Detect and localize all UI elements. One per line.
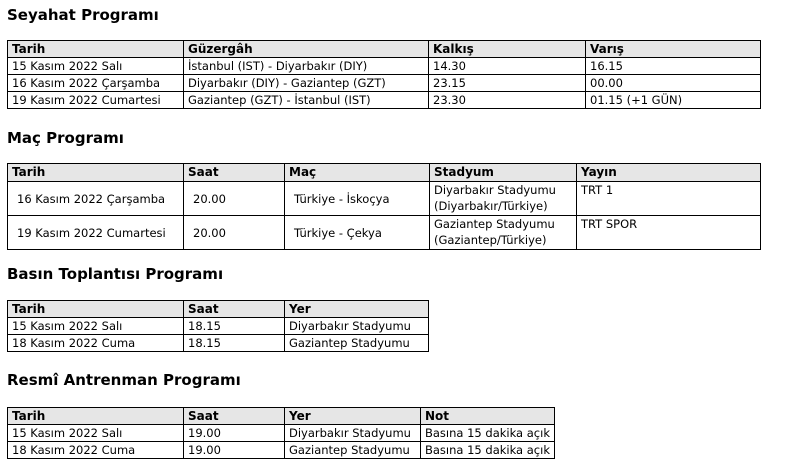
cell-match: Türkiye - Çekya (285, 216, 430, 250)
stadium-name: Diyarbakır Stadyumu (434, 183, 556, 197)
header-time: Saat (184, 301, 285, 318)
table-row (8, 182, 761, 216)
header-broadcast: Yayın (577, 164, 761, 182)
cell-departure: 23.30 (429, 92, 586, 109)
cell-time: 19.00 (184, 425, 285, 442)
cell-note: Basına 15 dakika açık (421, 442, 555, 459)
cell-place: Diyarbakır Stadyumu (285, 318, 429, 335)
cell-match: Türkiye - İskoçya (285, 182, 430, 216)
cell-time: 18.15 (184, 335, 285, 352)
training-table (7, 407, 555, 459)
table-row (8, 335, 429, 352)
header-date: Tarih (8, 408, 184, 425)
header-stadium: Stadyum (430, 164, 577, 182)
cell-date: 19 Kasım 2022 Cumartesi (8, 216, 184, 250)
cell-broadcast: TRT 1 (577, 182, 761, 216)
cell-date: 15 Kasım 2022 Salı (8, 425, 184, 442)
cell-time: 20.00 (184, 216, 285, 250)
cell-date: 18 Kasım 2022 Cuma (8, 335, 184, 352)
cell-arrival: 01.15 (+1 GÜN) (586, 92, 761, 109)
cell-place: Diyarbakır Stadyumu (285, 425, 421, 442)
stadium-location: (Diyarbakır/Türkiye) (434, 199, 548, 213)
cell-time: 19.00 (184, 442, 285, 459)
cell-place: Gaziantep Stadyumu (285, 335, 429, 352)
cell-stadium (430, 216, 577, 250)
match-table (7, 163, 761, 250)
cell-route: Gaziantep (GZT) - İstanbul (IST) (184, 92, 429, 109)
cell-time: 18.15 (184, 318, 285, 335)
header-date: Tarih (8, 301, 184, 318)
table-row (8, 425, 555, 442)
travel-section-title: Seyahat Programı (7, 6, 159, 24)
cell-date: 16 Kasım 2022 Çarşamba (8, 182, 184, 216)
header-match: Maç (285, 164, 430, 182)
travel-table (7, 40, 761, 109)
cell-date: 16 Kasım 2022 Çarşamba (8, 75, 184, 92)
header-place: Yer (285, 301, 429, 318)
header-route: Güzergâh (184, 41, 429, 58)
table-row (8, 75, 761, 92)
table-row (8, 318, 429, 335)
table-header-row (8, 301, 429, 318)
training-section-title: Resmî Antrenman Programı (7, 371, 241, 389)
table-row (8, 92, 761, 109)
cell-stadium (430, 182, 577, 216)
table-header-row (8, 41, 761, 58)
cell-note: Basına 15 dakika açık (421, 425, 555, 442)
header-place: Yer (285, 408, 421, 425)
cell-departure: 23.15 (429, 75, 586, 92)
table-row (8, 58, 761, 75)
table-row (8, 442, 555, 459)
cell-arrival: 16.15 (586, 58, 761, 75)
cell-route: İstanbul (IST) - Diyarbakır (DIY) (184, 58, 429, 75)
header-note: Not (421, 408, 555, 425)
press-section-title: Basın Toplantısı Programı (7, 265, 224, 283)
stadium-location: (Gaziantep/Türkiye) (434, 233, 547, 247)
cell-arrival: 00.00 (586, 75, 761, 92)
press-table (7, 300, 429, 352)
header-arrival: Varış (586, 41, 761, 58)
header-time: Saat (184, 408, 285, 425)
cell-date: 15 Kasım 2022 Salı (8, 318, 184, 335)
stadium-name: Gaziantep Stadyumu (434, 217, 555, 231)
cell-date: 19 Kasım 2022 Cumartesi (8, 92, 184, 109)
cell-broadcast: TRT SPOR (577, 216, 761, 250)
cell-place: Gaziantep Stadyumu (285, 442, 421, 459)
cell-time: 20.00 (184, 182, 285, 216)
match-section-title: Maç Programı (7, 129, 124, 147)
cell-departure: 14.30 (429, 58, 586, 75)
header-time: Saat (184, 164, 285, 182)
header-departure: Kalkış (429, 41, 586, 58)
cell-date: 18 Kasım 2022 Cuma (8, 442, 184, 459)
header-date: Tarih (8, 41, 184, 58)
cell-route: Diyarbakır (DIY) - Gaziantep (GZT) (184, 75, 429, 92)
table-row (8, 216, 761, 250)
table-header-row (8, 408, 555, 425)
table-header-row (8, 164, 761, 182)
header-date: Tarih (8, 164, 184, 182)
cell-date: 15 Kasım 2022 Salı (8, 58, 184, 75)
